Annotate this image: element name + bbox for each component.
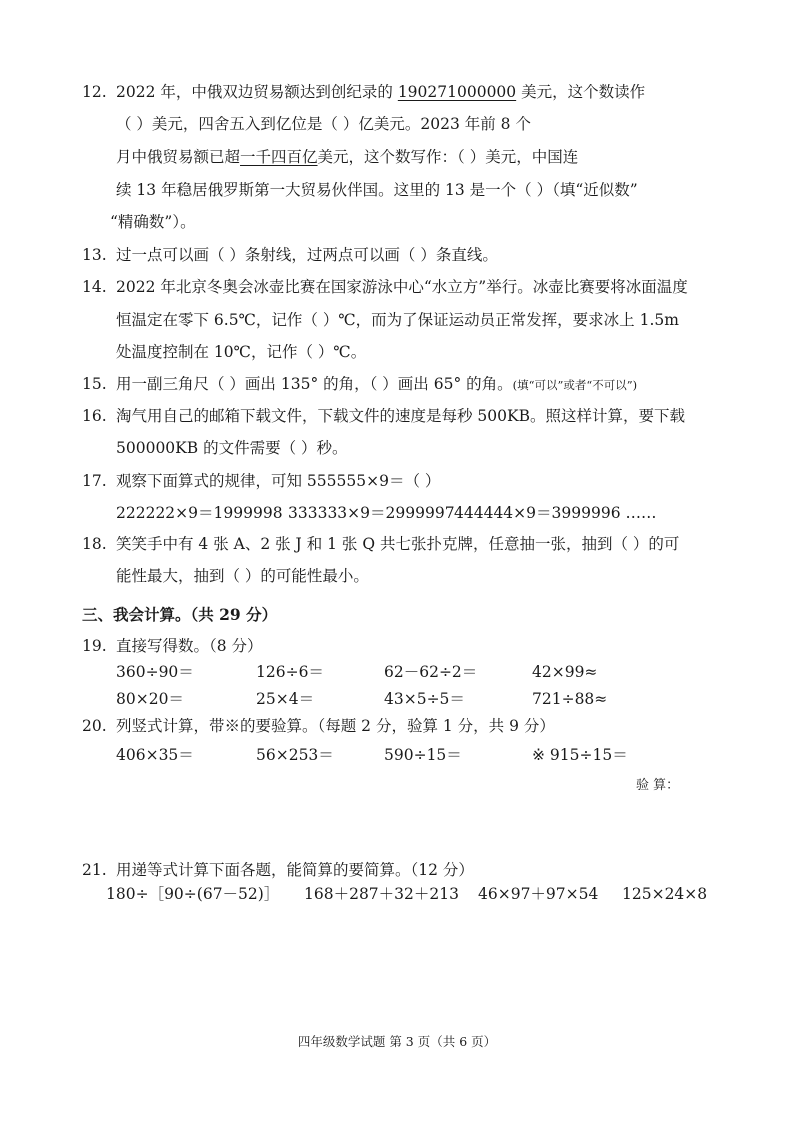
q14-line3: 处温度控制在 10℃，记作（ ）℃。 bbox=[116, 343, 367, 361]
q16-number: 16. bbox=[82, 407, 107, 425]
q20-item: 590÷15＝ bbox=[384, 746, 462, 764]
q15-line bbox=[116, 374, 637, 395]
q17-example-2: 333333×9＝2999997 bbox=[288, 504, 455, 522]
q19-item: 721÷88≈ bbox=[532, 690, 608, 708]
q15-text: 用一副三角尺（ ）画出 135° 的角，（ ）画出 65° 的角。 bbox=[116, 375, 513, 393]
q15-hint: (填“可以”或者“不可以”) bbox=[512, 378, 638, 392]
q21-item: 46×97＋97×54 bbox=[478, 885, 599, 903]
q21-item: 125×24×8 bbox=[622, 885, 708, 903]
q12-chinese-number-underlined: 一千四百亿 bbox=[240, 148, 318, 166]
q13-number: 13. bbox=[82, 246, 107, 264]
q21-number: 21. bbox=[82, 861, 107, 879]
q14-number: 14. bbox=[82, 278, 107, 296]
q18-line1: 笑笑手中有 4 张 A、2 张 J 和 1 张 Q 共七张扑克牌，任意抽一张，抽到（ ）的可 bbox=[116, 535, 680, 553]
q20-item: 56×253＝ bbox=[256, 746, 334, 764]
q19-item: 62－62÷2＝ bbox=[384, 663, 478, 681]
q12-line5: “精确数”）。 bbox=[110, 213, 196, 231]
q12-number: 12. bbox=[82, 83, 107, 101]
q20-item: 406×35＝ bbox=[116, 746, 194, 764]
q12-line1 bbox=[116, 82, 645, 102]
q17-example-3: 444444×9＝3999996 …… bbox=[454, 504, 657, 522]
q16-line2: 500000KB 的文件需要（ ）秒。 bbox=[116, 439, 348, 457]
q20-check-label: 验 算： bbox=[636, 778, 680, 793]
q12-line3-b: 美元，这个数写作：（ ）美元，中国连 bbox=[317, 148, 579, 166]
q20-item: ※ 915÷15＝ bbox=[532, 746, 628, 764]
q12-line2: （ ）美元，四舍五入到亿位是（ ）亿美元。2023 年前 8 个 bbox=[116, 115, 531, 133]
q17-example-1: 222222×9＝1999998 bbox=[116, 504, 283, 522]
q19-number: 19. bbox=[82, 637, 107, 655]
q14-line1: 2022 年北京冬奥会冰壶比赛在国家游泳中心“水立方”举行。冰壶比赛要将冰面温度 bbox=[116, 278, 688, 296]
page-footer: 四年级数学试题 第 3 页（共 6 页） bbox=[297, 1034, 497, 1049]
q12-line4: 续 13 年稳居俄罗斯第一大贸易伙伴国。这里的 13 是一个（ ）（填“近似数” bbox=[116, 181, 638, 199]
q17-line1: 观察下面算式的规律，可知 555555×9＝（ ） bbox=[116, 472, 441, 490]
q12-line3-a: 月中俄贸易额已超 bbox=[116, 148, 241, 166]
q18-number: 18. bbox=[82, 535, 107, 553]
q19-item: 25×4＝ bbox=[256, 690, 315, 708]
q17-number: 17. bbox=[82, 472, 107, 490]
q21-item: 168＋287＋32＋213 bbox=[304, 885, 459, 903]
q20-number: 20. bbox=[82, 717, 107, 735]
q13-text: 过一点可以画（ ）条射线，过两点可以画（ ）条直线。 bbox=[116, 246, 498, 264]
q16-line1: 淘气用自己的邮箱下载文件，下载文件的速度是每秒 500KB。照这样计算，要下载 bbox=[116, 407, 685, 425]
q19-item: 360÷90＝ bbox=[116, 663, 194, 681]
q19-item: 42×99≈ bbox=[532, 663, 598, 681]
q15-number: 15. bbox=[82, 375, 107, 393]
q21-title: 用递等式计算下面各题，能简算的要简算。（12 分） bbox=[116, 861, 474, 879]
q19-title: 直接写得数。（8 分） bbox=[116, 637, 263, 655]
q12-line1-a: 2022 年，中俄双边贸易额达到创纪录的 bbox=[116, 83, 398, 101]
q20-title: 列竖式计算，带※的要验算。（每题 2 分，验算 1 分，共 9 分） bbox=[116, 717, 555, 735]
q12-line1-b: 美元，这个数读作 bbox=[516, 83, 646, 101]
q18-line2: 能性最大，抽到（ ）的可能性最小。 bbox=[116, 567, 369, 585]
section-3-title: 三、我会计算。（共 29 分） bbox=[82, 605, 278, 624]
q12-amount-underlined: 190271000000 bbox=[397, 83, 517, 101]
q19-item: 43×5÷5＝ bbox=[384, 690, 465, 708]
q14-line2: 恒温定在零下 6.5℃，记作（ ）℃，而为了保证运动员正常发挥，要求冰上 1.5m bbox=[116, 311, 679, 329]
q21-item: 180÷［90÷(67－52)］ bbox=[106, 885, 280, 903]
q19-item: 80×20＝ bbox=[116, 690, 184, 708]
q19-item: 126÷6＝ bbox=[256, 663, 324, 681]
q12-line3 bbox=[116, 147, 578, 167]
